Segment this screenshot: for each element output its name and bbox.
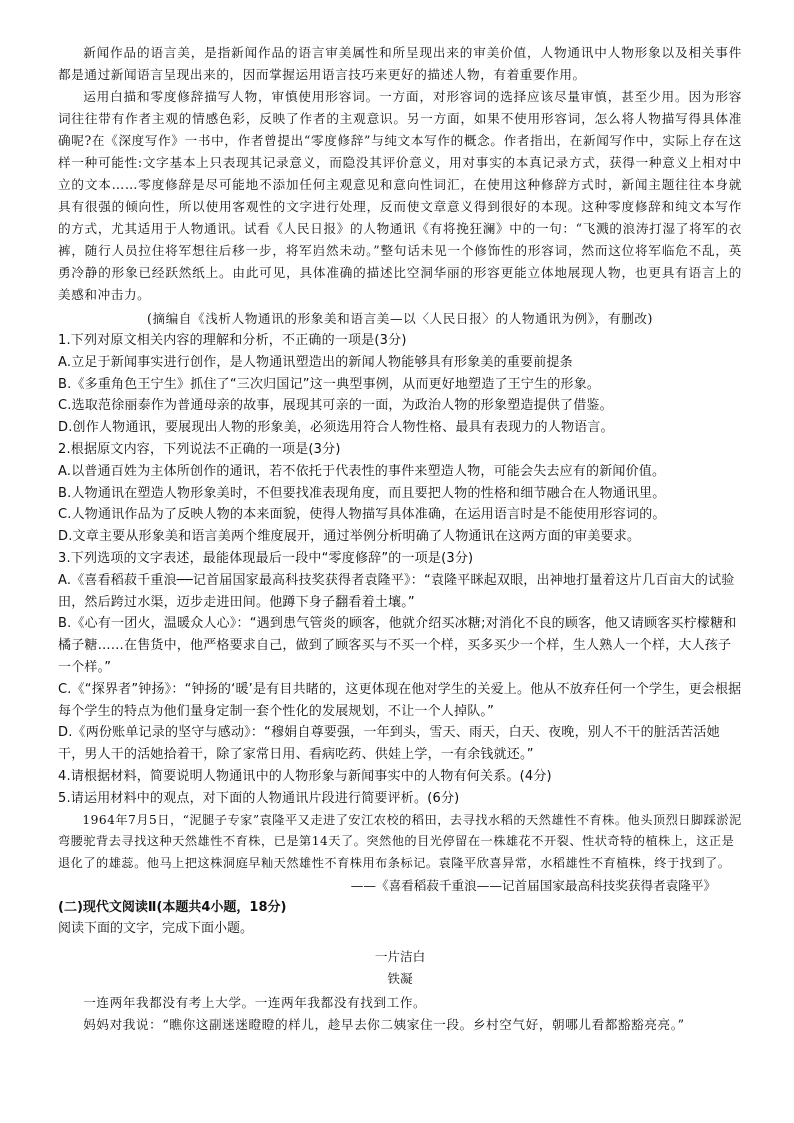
option-a: A.《喜看稻菽千重浪──记首届国家最高科技奖获得者袁隆平》：“袁隆平眯起双眼，出神地打量着这片几百亩大的试验田，然后跨过水渠，迈步走进田间。他蹲下身子翻看着土壤。” — [58, 572, 735, 610]
option-a: A.以普通百姓为主体所创作的通讯，若不依托于代表性的事件来塑造人物，可能会失去应有的新闻价值。 — [58, 463, 666, 479]
option-b: B.《多重角色王宁生》抓住了“三次归国记”这一典型事例，从而更好地塑造了王宁生的形象。 — [58, 376, 601, 392]
question-stem: 3.下列选项的文字表述，最能体现最后一段中“零度修辞”的一项是(3分) — [58, 550, 474, 566]
option-c: C.选取范徐丽泰作为普通母亲的故事，展现其可亲的一面，为政治人物的形象塑造提供了借鉴。 — [58, 398, 613, 414]
option-d: D.文章主要从形象美和语言美两个维度展开，通过举例分析明确了人物通讯在这两方面的审美要求。 — [58, 529, 641, 545]
reading-passage — [58, 42, 742, 330]
news-excerpt — [58, 810, 742, 897]
passage-paragraph: 运用白描和零度修辞描写人物，审慎使用形容词。一方面，对形容词的选择应该尽量审慎，甚至少用。因为形容词往往带有作者主观的情感色彩，反映了作者的主观意识。另一方面，如果不使用形容词，怎么将人物描写得具体准确呢?在《深度写作》一书中，作者曾提出“零度修辞”与纯文本写作的概念。作者指出，在新闻写作中，实际上存在这样一种可能性:文字基本上只表现其记录意义，而隐没其评价意义，用对事实的本真记录方式，获得一种意义上相对中立的文本……零度修辞是尽可能地不添加任何主观意见和意向性词汇，在使用这种修辞方式时，新闻主题往往本身就具有很强的倾向性，所以使用客观性的文字进行处理，反而使文章意义得到很好的本现。这种零度修辞和纯文本写作的方式，尤其适用于人物通讯。试看《人民日报》的人物通讯《有将挽狂澜》中的一句：“飞溅的浪涛打湿了将军的衣裤，随行人员拉住将军想往后移一步，将军岿然未动。”整句话未见一个修饰性的形容词，然而这位将军临危不乱，英勇冷静的形象已经跃然纸上。由此可见，具体准确的描述比空洞华丽的形容更能立体地展现人物，也更具有语言上的美感和冲击力。 — [58, 89, 742, 302]
option-d: D.《两份账单记录的坚守与感动》：“穆娟自尊要强，一年到头，雪天、雨天，白天、夜晚，别人不干的脏活苦活她干，男人干的活她拾着干，除了家常日用、看病吃药、供娃上学，一有余钱就还。” — [58, 725, 720, 763]
question-4-stem: 4.请根据材料，简要说明人物通讯中的人物形象与新闻事实中的人物有何关系。(4分) — [58, 768, 552, 784]
option-d: D.创作人物通讯，要展现出人物的形象美，必须选用符合人物性格、最具有表现力的人物语言。 — [58, 420, 614, 436]
story-title: 一片洁白 — [374, 948, 426, 964]
passage-paragraph: 新闻作品的语言美，是指新闻作品的语言审美属性和所呈现出来的审美价值，人物通讯中人物形象以及相关事件都是通过新闻语言呈现出来的，因而掌握运用语言技巧来更好的描述人物，有着重要作用。 — [58, 45, 742, 82]
section-2 — [58, 897, 742, 1036]
story-paragraph: 妈妈对我说：“瞧你这副迷迷瞪瞪的样儿，趁早去你二姨家住一段。乡村空气好，朝哪儿看都豁豁亮亮。” — [83, 1016, 685, 1032]
excerpt-source: ——《喜看稻菽千重浪——记首届国家最高科技奖获得者袁隆平》 — [350, 877, 716, 893]
story-paragraph: 一连两年我都没有考上大学。一连两年我都没有找到工作。 — [83, 994, 427, 1010]
passage-citation: (摘编自《浅析人物通讯的形象美和语言美—以〈人民日报〉的人物通讯为例》，有删改) — [146, 311, 654, 326]
question-3 — [58, 548, 742, 766]
option-c: C.《“探界者”钟扬》：“钟扬的‘暖’是有目共睹的，这更体现在他对学生的关爱上。他从不放弃任何一个学生，更会根据每个学生的特点为他们量身定制一套个性化的发展规划，不让一个人掉队。” — [58, 681, 742, 719]
question-stem: 1.下列对原文相关内容的理解和分析，不正确的一项是(3分) — [58, 333, 407, 348]
excerpt-text: 1964年7月5日，“泥腿子专家”袁隆平又走进了安江农校的稻田，去寻找水稻的天然雄性不育株。他头顶烈日脚踩淤泥弯腰驼背去寻找这种天然雄性不育株，已是第14天了。突然他的目光停留在一株雄花不开裂、性状奇特的植株上，这正是退化了的雄蕊。他马上把这株洞庭早籼天然雄性不育株用布条标记。袁隆平欣喜异常，水稻雄性不育植株，终于找到了。 — [58, 812, 742, 871]
section-instruction: 阅读下面的文字，完成下面小题。 — [58, 920, 254, 936]
option-a: A.立足于新闻事实进行创作，是人物通讯塑造出的新闻人物能够具有形象美的重要前提条 — [58, 354, 573, 370]
exam-page — [58, 42, 742, 1036]
question-5-stem: 5.请运用材料中的观点，对下面的人物通讯片段进行简要评析。(6分) — [58, 790, 460, 806]
story-author: 铁凝 — [387, 970, 413, 986]
option-b: B.《心有一团火，温暖众人心》：“遇到患气管炎的顾客，他就介绍买冰糖;对消化不良的顾客，他又请顾客买柠檬糖和橘子糖……在售货中，他严格要求自己，做到了顾客买与不买一个样，买多买少一个样，生人熟人一个样，大人孩子一个样。” — [58, 616, 737, 675]
question-1 — [58, 330, 742, 439]
option-c: C.人物通讯作品为了反映人物的本来面貌，使得人物描写具体准确，在运用语言时是不能使用形容词的。 — [58, 507, 666, 523]
section-heading: (二)现代文阅读Ⅱ(本题共4小题，18分) — [58, 899, 287, 915]
option-b: B.人物通讯在塑造人物形象美时，不但要找准表现角度，而且要把人物的性格和细节融合在人物通讯里。 — [58, 485, 666, 501]
question-2 — [58, 439, 742, 548]
question-stem: 2.根据原文内容，下列说法不正确的一项是(3分) — [58, 441, 341, 457]
